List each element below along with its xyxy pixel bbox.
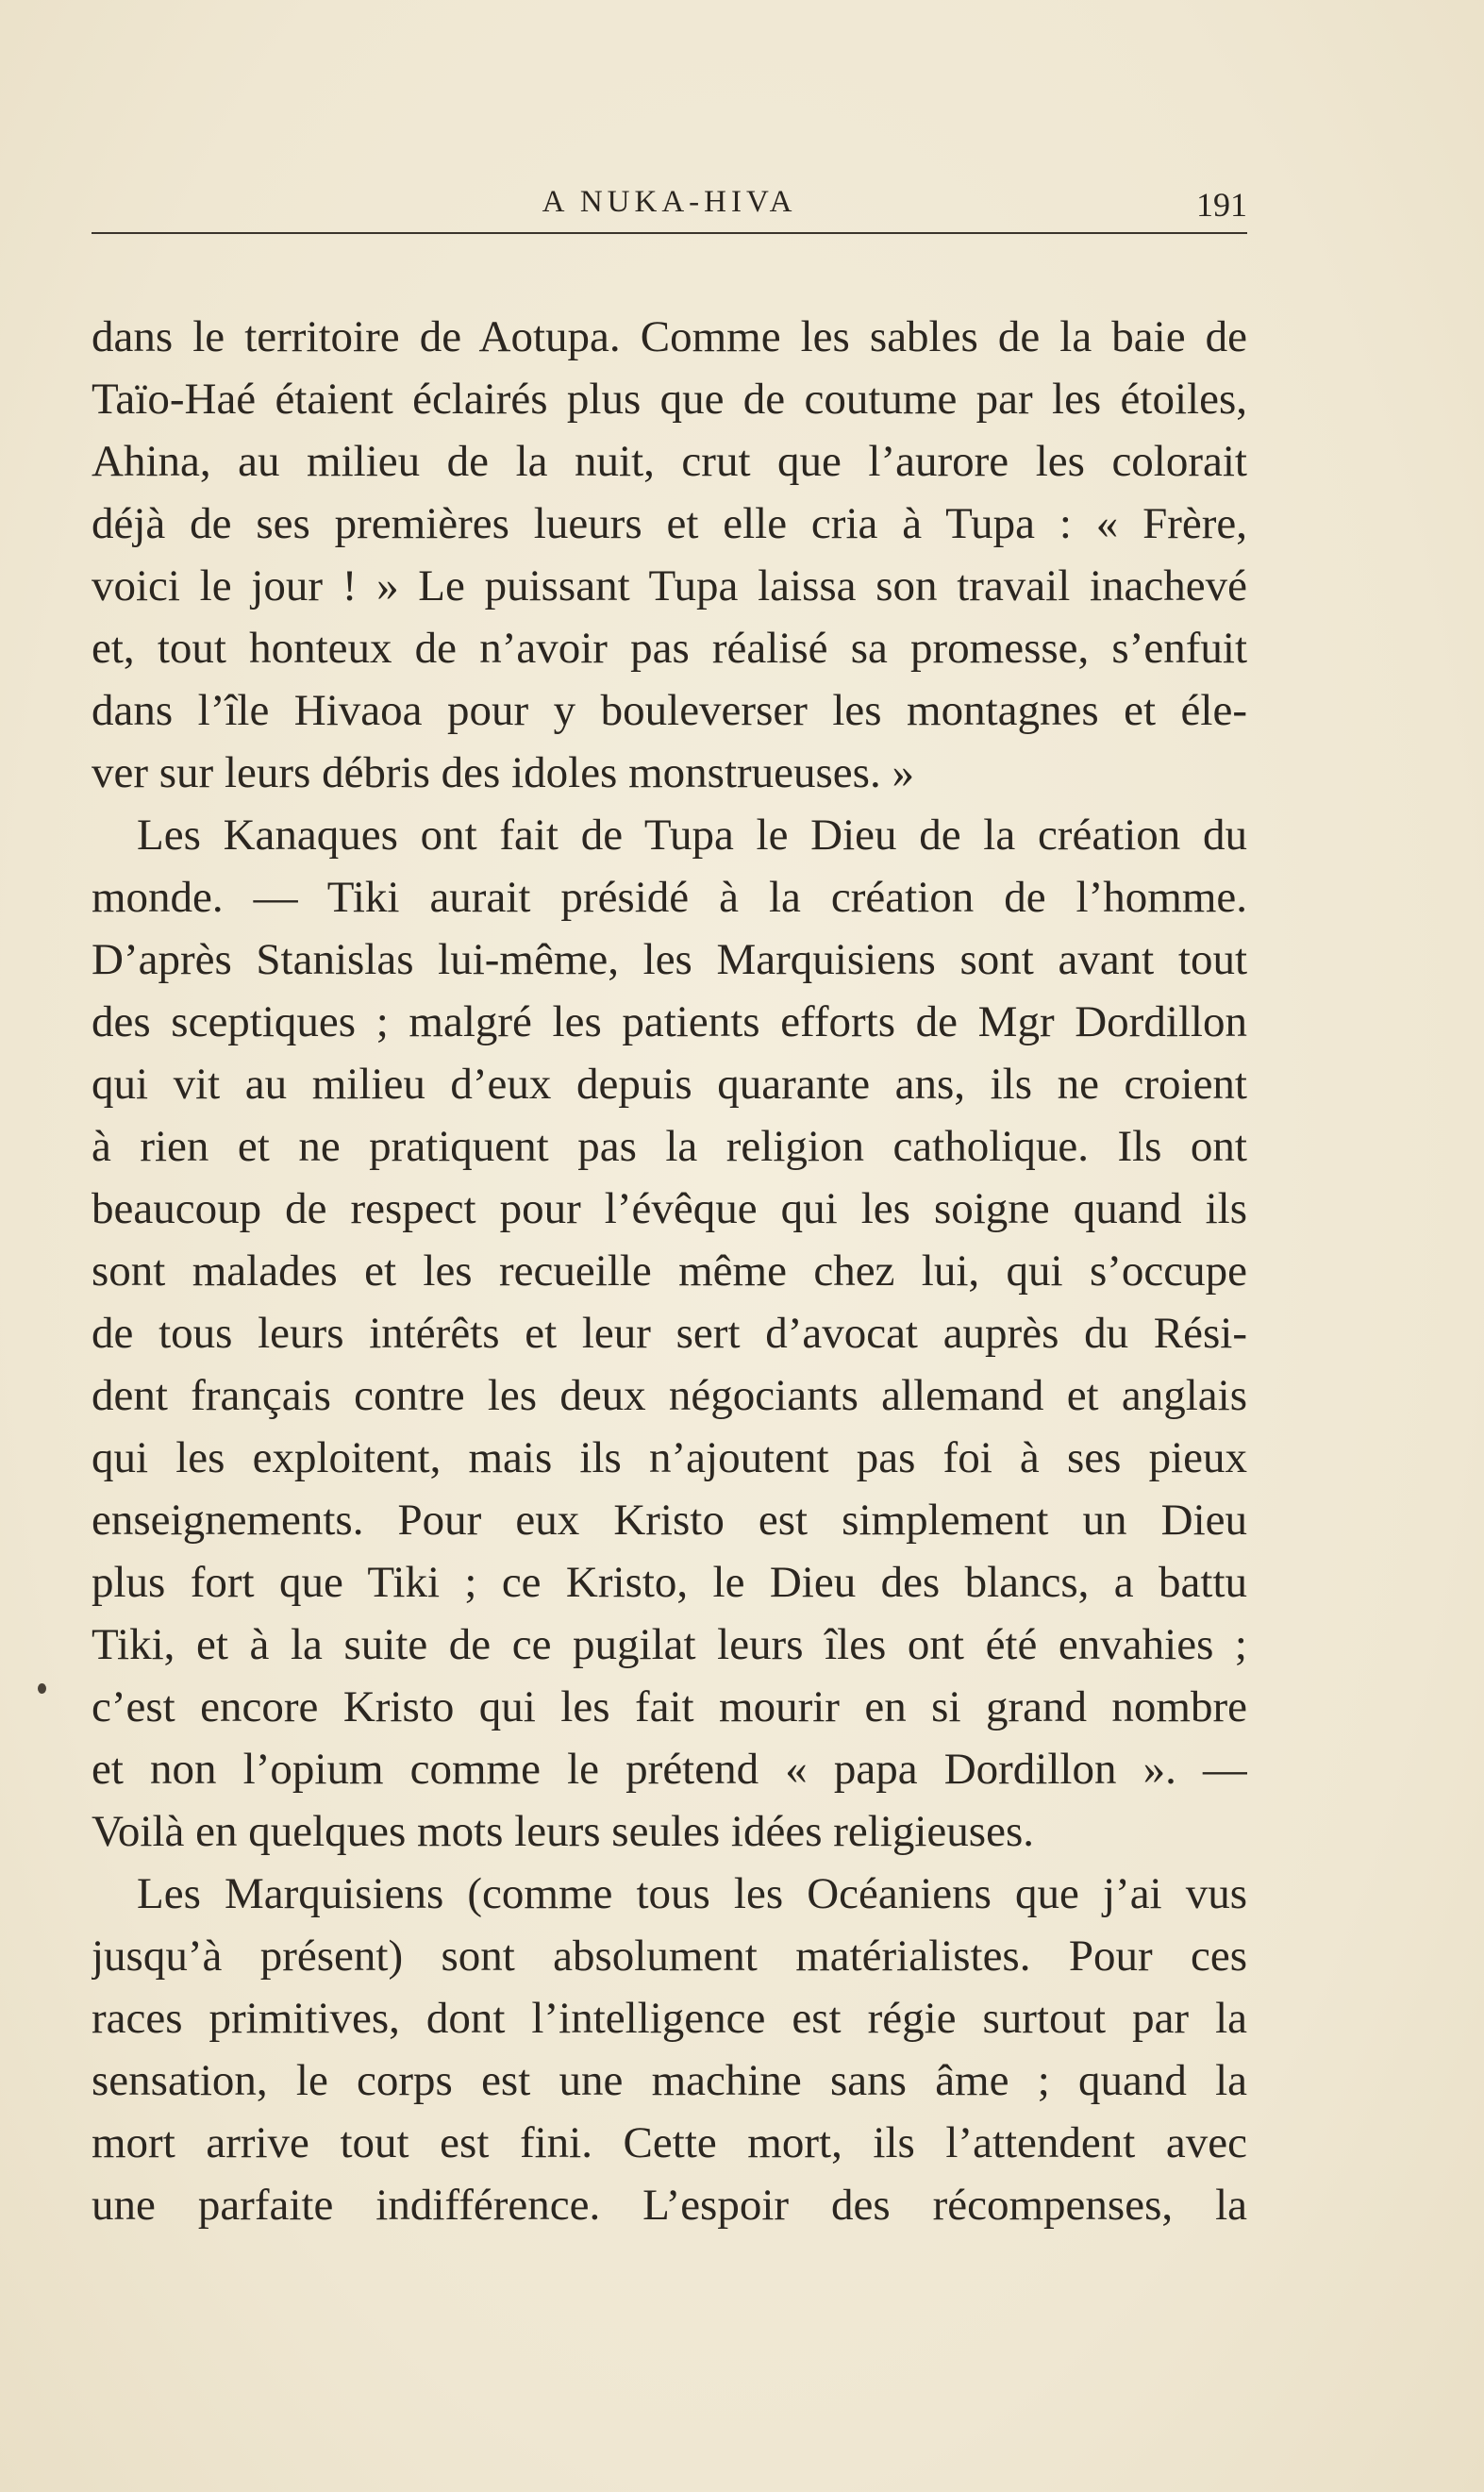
text-line: et, tout honteux de n’avoir pas réalisé sa promesse, s’enfuit <box>92 624 1247 673</box>
text-line: D’après Stanislas lui-même, les Marquisiens sont avant tout <box>92 935 1247 984</box>
page-number: 191 <box>1196 186 1247 224</box>
text-line: dans le territoire de Aotupa. Comme les sables de la baie de <box>92 312 1247 361</box>
text-line: des sceptiques ; malgré les patients efforts de Mgr Dordillon <box>92 997 1247 1046</box>
text-line: monde. — Tiki aurait présidé à la création de l’homme. <box>92 873 1247 922</box>
ink-spot <box>38 1683 46 1694</box>
text-line: sont malades et les recueille même chez lui, qui s’occupe <box>92 1246 1247 1296</box>
text-line: de tous leurs intérêts et leur sert d’avocat auprès du Rési- <box>92 1309 1247 1358</box>
paragraph-end-line: Voilà en quelques mots leurs seules idées religieuses. <box>92 1807 1034 1856</box>
text-line: enseignements. Pour eux Kristo est simplement un Dieu <box>92 1496 1247 1545</box>
text-line: beaucoup de respect pour l’évêque qui les soigne quand ils <box>92 1184 1247 1233</box>
paragraph-start-line: Les Kanaques ont fait de Tupa le Dieu de la création du <box>137 811 1247 860</box>
text-line: plus fort que Tiki ; ce Kristo, le Dieu des blancs, a battu <box>92 1558 1247 1607</box>
text-line: sensation, le corps est une machine sans âme ; quand la <box>92 2056 1247 2105</box>
text-line: races primitives, dont l’intelligence est régie surtout par la <box>92 1994 1247 2043</box>
paragraph-start-line: Les Marquisiens (comme tous les Océaniens que j’ai vus <box>137 1869 1247 1918</box>
text-line: à rien et ne pratiquent pas la religion catholique. Ils ont <box>92 1122 1247 1171</box>
text-line: qui les exploitent, mais ils n’ajoutent pas foi à ses pieux <box>92 1433 1247 1482</box>
text-line: et non l’opium comme le prétend « papa Dordillon ». — <box>92 1745 1247 1794</box>
body-text <box>92 306 1247 2236</box>
text-line: mort arrive tout est fini. Cette mort, ils l’attendent avec <box>92 2118 1247 2167</box>
text-line: qui vit au milieu d’eux depuis quarante ans, ils ne croient <box>92 1060 1247 1109</box>
text-line: Ahina, au milieu de la nuit, crut que l’aurore les colorait <box>92 437 1247 486</box>
text-line: dent français contre les deux négociants allemand et anglais <box>92 1371 1247 1420</box>
text-line: déjà de ses premières lueurs et elle cria à Tupa : « Frère, <box>92 499 1247 548</box>
text-line: jusqu’à présent) sont absolument matérialistes. Pour ces <box>92 1932 1247 1981</box>
page-header <box>92 185 1247 234</box>
text-line: voici le jour ! » Le puissant Tupa laissa son travail inachevé <box>92 561 1247 610</box>
text-line: c’est encore Kristo qui les fait mourir en si grand nombre <box>92 1682 1247 1731</box>
text-line: Tiki, et à la suite de ce pugilat leurs îles ont été envahies ; <box>92 1620 1247 1669</box>
text-line: Taïo-Haé étaient éclairés plus que de coutume par les étoiles, <box>92 375 1247 424</box>
text-line: une parfaite indifférence. L’espoir des récompenses, la <box>92 2181 1247 2230</box>
text-line: dans l’île Hivaoa pour y bouleverser les montagnes et éle- <box>92 686 1247 735</box>
running-title: A NUKA-HIVA <box>542 185 797 219</box>
paragraph-end-line: ver sur leurs débris des idoles monstrueuses. » <box>92 748 914 797</box>
